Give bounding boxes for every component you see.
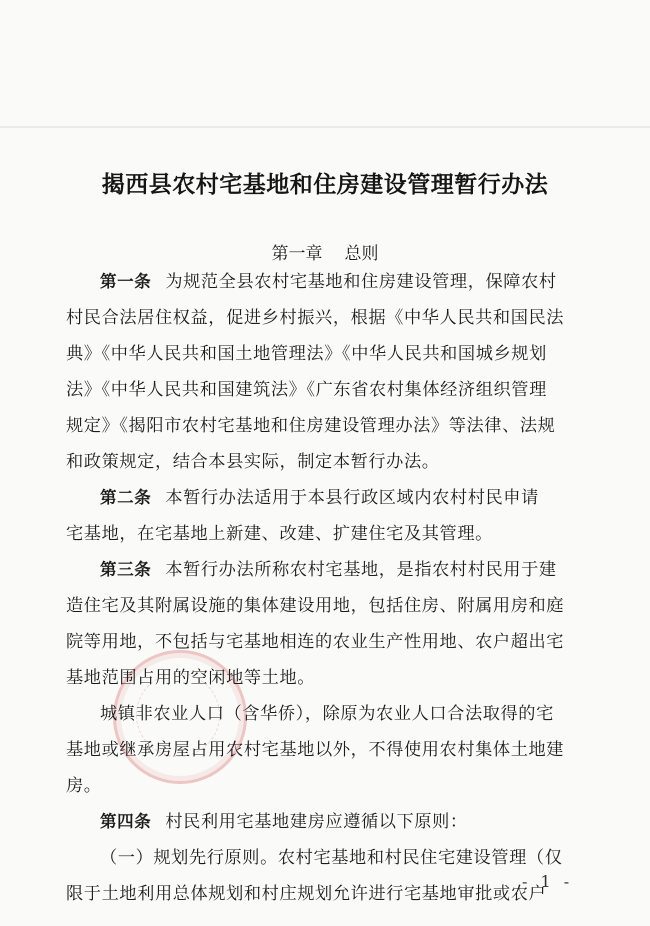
text-line: [66, 660, 589, 696]
text-line: [66, 732, 589, 768]
text-line: [66, 264, 589, 300]
text-line: [66, 480, 589, 516]
page-number: - 1 -: [522, 872, 574, 891]
chapter-number: 第一章: [271, 244, 323, 264]
text-line: [66, 876, 589, 912]
article-number: 第一条: [100, 272, 152, 291]
text-line: [66, 696, 589, 732]
line-text: 本暂行办法所称农村宅基地，是指农村村民用于建: [165, 560, 557, 580]
text-line: [66, 372, 589, 408]
line-text: 院等用地，不包括与宅基地相连的农业生产性用地、农户超出宅: [66, 632, 565, 652]
line-text: （一）规划先行原则。农村宅基地和村民住宅建设管理（仅: [100, 848, 563, 868]
line-text: 基地或继承房屋占用农村宅基地以外，不得使用农村集体土地建: [66, 740, 565, 760]
line-text: 和政策规定，结合本县实际，制定本暂行办法。: [66, 452, 440, 472]
text-line: [66, 768, 589, 804]
line-text: 法》《中华人民共和国建筑法》《广东省农村集体经济组织管理: [66, 380, 547, 400]
line-text: 典》《中华人民共和国土地管理法》《中华人民共和国城乡规划: [66, 344, 547, 364]
text-line: [66, 552, 589, 588]
line-text: 宅基地，在宅基地上新建、改建、扩建住宅及其管理。: [66, 524, 493, 544]
text-line: [66, 804, 589, 840]
text-line: [66, 624, 589, 660]
article-number: 第二条: [100, 488, 152, 507]
line-text: 为规范全县农村宅基地和住房建设管理，保障农村: [165, 272, 557, 292]
line-text: 限于土地利用总体规划和村庄规划允许进行宅基地审批或农户: [66, 884, 547, 904]
text-line: [66, 408, 589, 444]
line-text: 规定》《揭阳市农村宅基地和住房建设管理办法》等法律、法规: [66, 416, 556, 436]
text-line: [66, 588, 589, 624]
line-text: 城镇非农业人口（含华侨），除原为农业人口合法取得的宅: [100, 704, 554, 724]
text-line: [66, 336, 589, 372]
document-body: [66, 264, 589, 912]
document-title: 揭西县农村宅基地和住房建设管理暂行办法: [101, 171, 549, 198]
text-line: [66, 444, 589, 480]
line-text: 村民利用宅基地建房应遵循以下原则：: [165, 812, 468, 832]
text-line: [66, 300, 589, 336]
line-text: 造住宅及其附属设施的集体建设用地，包括住房、附属用房和庭: [66, 596, 565, 616]
text-line: [66, 516, 589, 552]
line-text: 房。: [66, 776, 102, 796]
text-line: [66, 840, 589, 876]
article-number: 第三条: [100, 560, 152, 579]
bleed-through-rule: [0, 126, 650, 128]
chapter-heading: [0, 239, 650, 264]
chapter-name: 总则: [344, 244, 379, 264]
line-text: 基地范围占用的空闲地等土地。: [66, 668, 316, 688]
line-text: 本暂行办法适用于本县行政区域内农村村民申请: [165, 488, 539, 508]
article-number: 第四条: [100, 812, 152, 831]
line-text: 村民合法居住权益，促进乡村振兴，根据《中华人民共和国民法: [66, 308, 565, 328]
